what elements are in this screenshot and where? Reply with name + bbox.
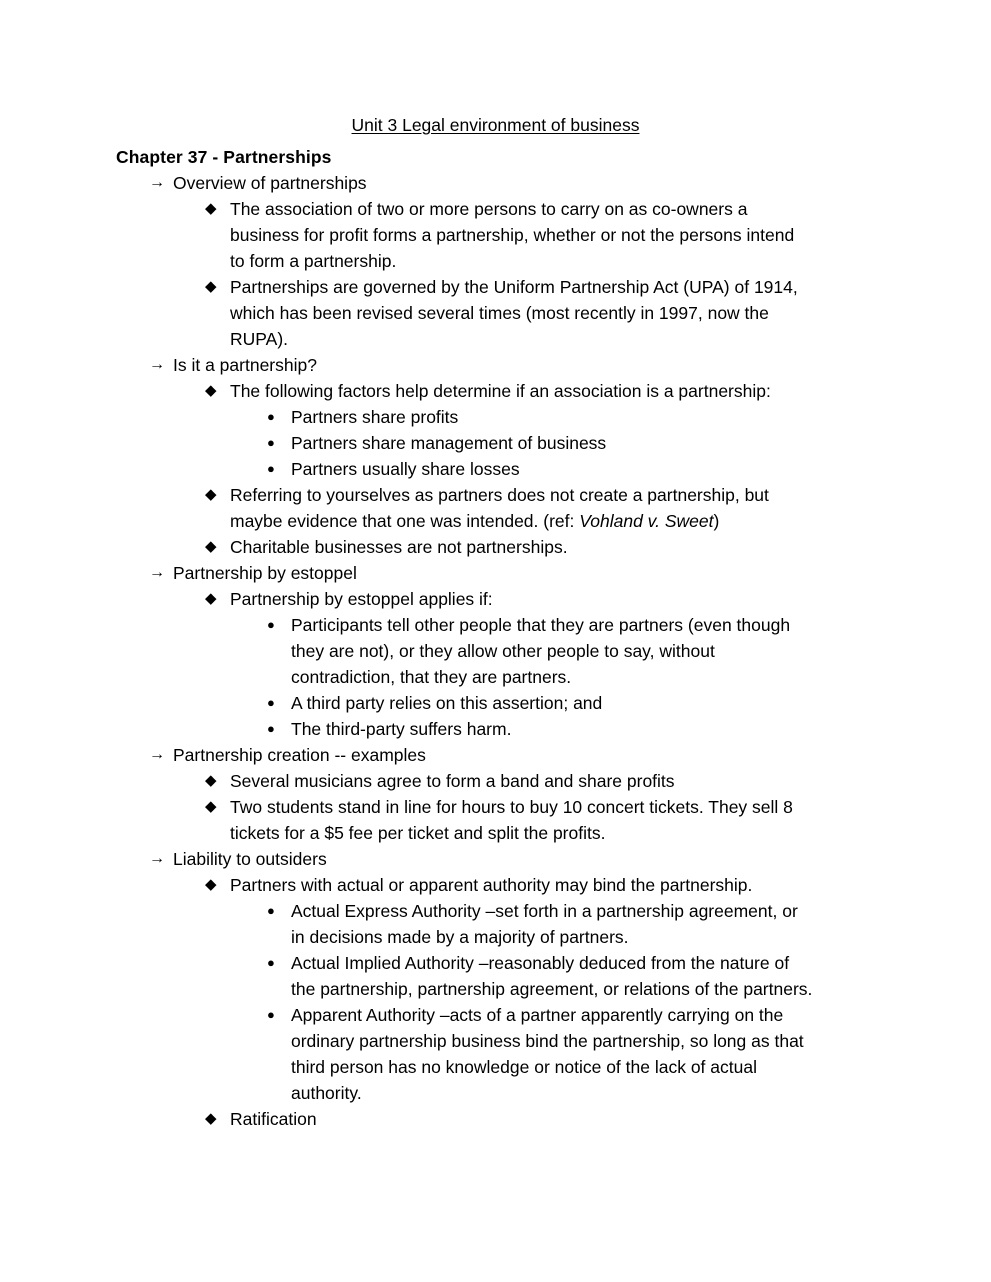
outline-item-label — [230, 794, 991, 846]
outline-item-label: Partners share management of business — [291, 433, 607, 453]
bullet-dot-icon: ● — [267, 409, 275, 424]
text-line: Two students stand in line for hours to buy 10 concert tickets. They sell 8 — [230, 797, 793, 817]
outline-item-association-definition — [0, 196, 991, 274]
outline-item-label: Partners with actual or apparent authority may bind the partnership. — [230, 875, 753, 895]
outline-item-overview-of-partnerships — [0, 170, 991, 196]
outline-item-actual-express-authority — [0, 898, 991, 950]
outline-item-label: Charitable businesses are not partnerships. — [230, 537, 568, 557]
case-citation: Vohland v. Sweet — [579, 511, 714, 531]
outline-item-label — [230, 274, 991, 352]
text-fragment: ) — [713, 511, 720, 531]
outline-item-estoppel-applies-if — [0, 586, 991, 612]
outline-item-example-band — [0, 768, 991, 794]
outline-item-label: A third party relies on this assertion; and — [291, 693, 603, 713]
outline-item-upa-governance — [0, 274, 991, 352]
outline-item-partnership-creation-examples — [0, 742, 991, 768]
diamond-icon: ◆ — [205, 538, 217, 555]
outline-item-actual-implied-authority — [0, 950, 991, 1002]
outline-item-factor-share-management — [0, 430, 991, 456]
diamond-icon: ◆ — [205, 772, 217, 789]
arrow-right-icon: → — [149, 564, 165, 581]
diamond-icon: ◆ — [205, 278, 217, 295]
text-line: ordinary partnership business bind the partnership, so long as that — [291, 1031, 804, 1051]
arrow-right-icon: → — [149, 746, 165, 763]
chapter-heading: Chapter 37 - Partnerships — [116, 147, 332, 167]
outline-item-label: Partners usually share losses — [291, 459, 520, 479]
diamond-icon: ◆ — [205, 1110, 217, 1127]
diamond-icon: ◆ — [205, 382, 217, 399]
outline-item-label: Partnership by estoppel — [173, 563, 357, 583]
arrow-right-icon: → — [149, 356, 165, 373]
outline-item-label: Overview of partnerships — [173, 173, 367, 193]
outline-item-label — [230, 482, 991, 534]
outline-item-label: Liability to outsiders — [173, 849, 327, 869]
text-line: authority. — [291, 1083, 362, 1103]
diamond-icon: ◆ — [205, 590, 217, 607]
text-line: The association of two or more persons to carry on as co-owners a — [230, 199, 748, 219]
text-line: Actual Implied Authority –reasonably deduced from the nature of — [291, 953, 790, 973]
text-line: the partnership, partnership agreement, or relations of the partners. — [291, 979, 813, 999]
outline-item-label — [230, 196, 991, 274]
text-line: contradiction, that they are partners. — [291, 667, 572, 687]
outline-item-estoppel-condition-assertion — [0, 612, 991, 690]
outline-item-label: Is it a partnership? — [173, 355, 317, 375]
outline-item-apparent-authority — [0, 1002, 991, 1106]
outline-item-referring-as-partners — [0, 482, 991, 534]
bullet-dot-icon: ● — [267, 617, 275, 632]
outline-item-label — [291, 898, 991, 950]
diamond-icon: ◆ — [205, 798, 217, 815]
outline-item-estoppel-condition-harm — [0, 716, 991, 742]
outline-item-label — [291, 950, 991, 1002]
arrow-right-icon: → — [149, 850, 165, 867]
text-line: Participants tell other people that they are partners (even though — [291, 615, 791, 635]
outline-item-factor-share-profits — [0, 404, 991, 430]
outline-item-label: Ratification — [230, 1109, 317, 1129]
text-line — [230, 511, 719, 531]
bullet-dot-icon: ● — [267, 695, 275, 710]
text-line: business for profit forms a partnership, whether or not the persons intend — [230, 225, 795, 245]
text-line: Apparent Authority –acts of a partner apparently carrying on the — [291, 1005, 784, 1025]
outline-item-bind-the-partnership — [0, 872, 991, 898]
outline-item-label — [291, 612, 991, 690]
text-line: Referring to yourselves as partners does not create a partnership, but — [230, 485, 769, 505]
arrow-right-icon: → — [149, 174, 165, 191]
text-line: tickets for a $5 fee per ticket and split the profits. — [230, 823, 606, 843]
page-title: Unit 3 Legal environment of business — [351, 115, 640, 135]
outline-item-liability-to-outsiders — [0, 846, 991, 872]
outline-item-label — [291, 1002, 991, 1106]
text-line: Actual Express Authority –set forth in a partnership agreement, or — [291, 901, 798, 921]
bullet-dot-icon: ● — [267, 955, 275, 970]
diamond-icon: ◆ — [205, 200, 217, 217]
outline-item-label: Partners share profits — [291, 407, 459, 427]
bullet-dot-icon: ● — [267, 435, 275, 450]
bullet-dot-icon: ● — [267, 461, 275, 476]
outline-item-is-it-a-partnership — [0, 352, 991, 378]
outline-item-charitable-businesses — [0, 534, 991, 560]
outline-item-label: The third-party suffers harm. — [291, 719, 512, 739]
outline-item-label: Partnership by estoppel applies if: — [230, 589, 493, 609]
outline-item-estoppel-condition-reliance — [0, 690, 991, 716]
diamond-icon: ◆ — [205, 486, 217, 503]
bullet-dot-icon: ● — [267, 721, 275, 736]
outline-item-label: Several musicians agree to form a band and share profits — [230, 771, 675, 791]
text-line: RUPA). — [230, 329, 289, 349]
bullet-dot-icon: ● — [267, 903, 275, 918]
outline-item-ratification — [0, 1106, 991, 1132]
outline-item-factor-share-losses — [0, 456, 991, 482]
text-line: Partnerships are governed by the Uniform Partnership Act (UPA) of 1914, — [230, 277, 798, 297]
text-line: third person has no knowledge or notice of the lack of actual — [291, 1057, 757, 1077]
outline-item-factors-intro — [0, 378, 991, 404]
outline-item-example-concert-tickets — [0, 794, 991, 846]
outline-item-partnership-by-estoppel — [0, 560, 991, 586]
text-line: they are not), or they allow other people to say, without — [291, 641, 715, 661]
text-fragment: maybe evidence that one was intended. (ref: — [230, 511, 580, 531]
text-line: to form a partnership. — [230, 251, 397, 271]
outline-item-label: The following factors help determine if an association is a partnership: — [230, 381, 771, 401]
text-line: in decisions made by a majority of partners. — [291, 927, 629, 947]
outline-item-label: Partnership creation -- examples — [173, 745, 426, 765]
text-line: which has been revised several times (most recently in 1997, now the — [230, 303, 769, 323]
diamond-icon: ◆ — [205, 876, 217, 893]
bullet-dot-icon: ● — [267, 1007, 275, 1022]
